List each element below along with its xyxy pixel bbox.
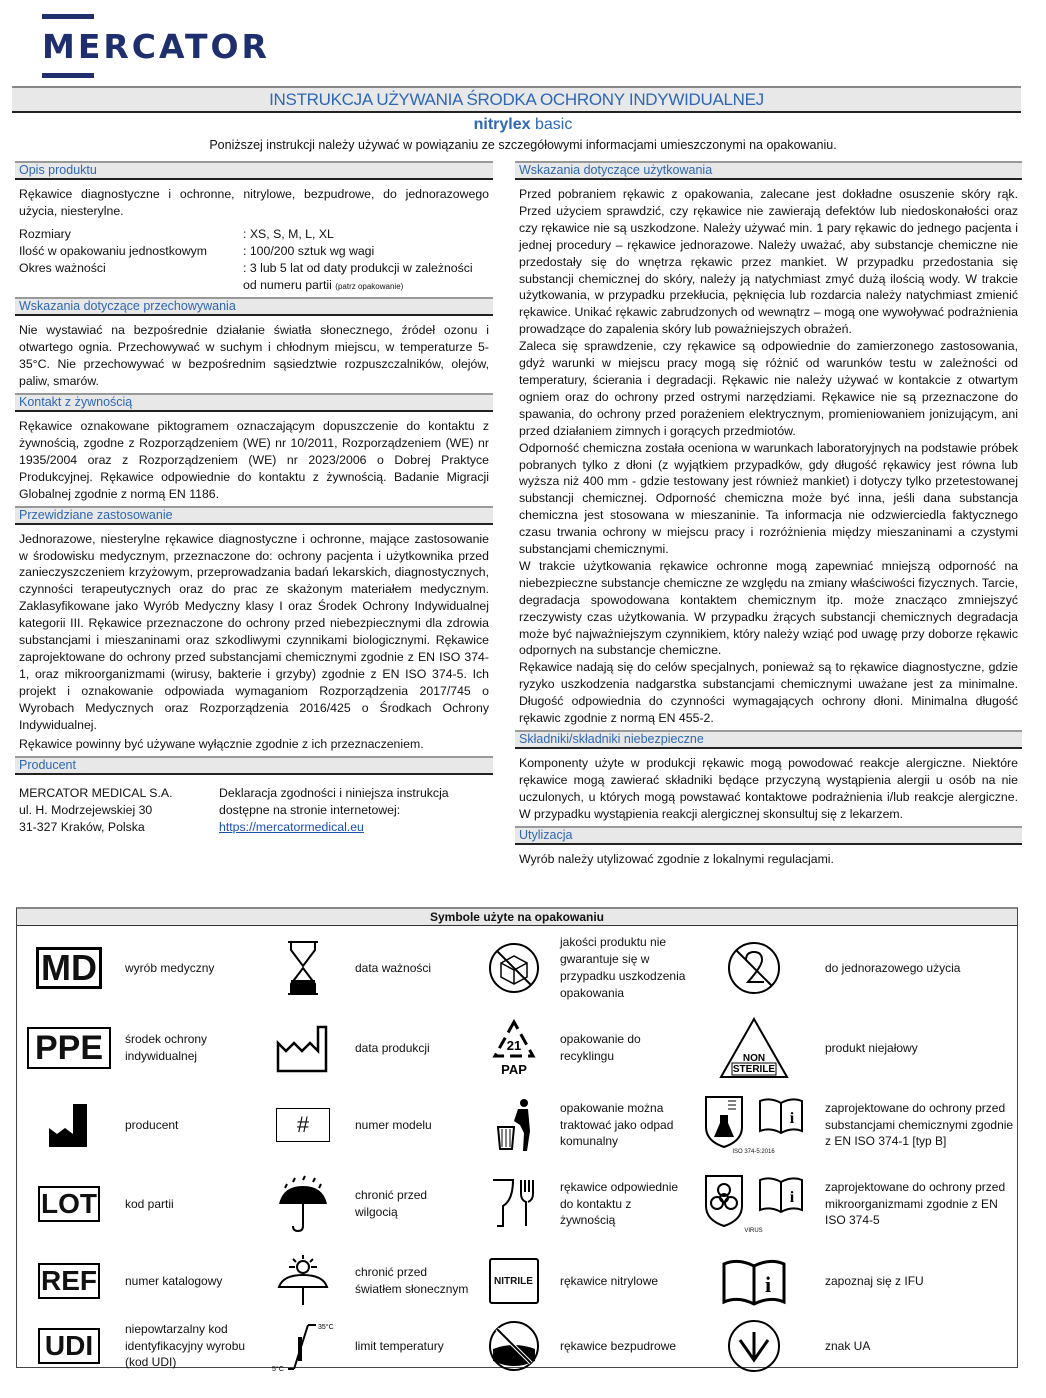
symbol-label: produkt niejałowy [825,1040,918,1055]
umbrella-icon [255,1164,351,1244]
symbol-label: do jednorazowego użycia [825,960,961,975]
symbol-label: zaprojektowane do ochrony przed substancjami chemicznymi zgodnie z EN ISO 374-1 [typ B] [825,1100,1014,1149]
symbol-label: chronić przed wilgocią [355,1188,428,1219]
usage-paragraph: Odporność chemiczna została oceniona w warunkach laboratoryjnych na podstawie próbek pobranych tylko z dłoni (z wyjątkiem przypadków, gdy długość rękawicy jest równa lub wyższa niż 400 mm - gdzie testowany jest również mankiet) i dotyczy tylko przetestowanej substancji chemicznej. Odporność chemiczna może być inna, jeśli dana substancja chemiczna jest stosowana w mieszaninie. Ta informacja nie odzwierciedla faktycznego czasu trwania ochrony w miejscu pracy i rozróżnienia między mieszaninami a czystymi substancjami chemicznymi. [519,440,1018,557]
symbol-label: wyrób medyczny [125,960,215,975]
nitrile-icon: NITRILE [489,1258,539,1304]
symbol-label: opakowanie do recyklingu [560,1032,641,1063]
section-heading-skladniki: Składniki/składniki niebezpieczne [515,730,1022,749]
ppe-box-icon: PPE [27,1027,111,1069]
intended-use-text: Jednorazowe, niesterylne rękawice diagnostyczne i ochronne, mające zastosowanie w środowisku medycznym, przeznaczone do: ochrony pacjenta i użytkownika przed zanieczyszczeniem krzyżowym, przeprowadzania badań lekarskich, diagnostycznych, czynności terapeutycznych oraz do prac ze skażonym materiałem medycznym. Zaklasyfikowane jako Wyrób Medyczny klasy I oraz Środek Ochrony Indywidualnej kategorii III. Rękawice przeznaczone do ochrony przed niebezpiecznymi dla zdrowia substancjami i mieszaninami oraz szkodliwymi czynnikami biologicznymi. Rękawice zaprojektowane do ochrony przed substancjami chemicznymi zgodnie z EN ISO 374-1, oraz mikroorganizmami (wirusy, bakterie i grzyby) zgodnie z EN ISO 374-5. Ich projekt i oznakowanie odpowiada wymaganiom Rozporządzenia 2017/745 o Wyrobach Medycznych oraz Rozporządzenia 2016/425 o Środkach Ochrony Indywidualnej. [19,531,489,732]
svg-text:PAP: PAP [500,1062,527,1077]
ifu-icon [686,1244,821,1318]
product-name: nitrylex basic [473,116,573,133]
symbol-label: jakości produktu nie gwarantuje się w przypadku uszkodzenia opakowania [560,935,686,1000]
recycling-pap-icon [471,1010,556,1086]
instruction-note: Poniższej instrukcji należy używać w powiązaniu ze szczegółowymi informacjami umieszczonymi na opakowaniu. [209,138,837,152]
symbol-label: zapoznaj się z IFU [825,1273,924,1288]
disposal-text: Wyrób należy utylizować zgodnie z lokalnymi regulacjami. [519,851,834,866]
spec-row: Ilość w opakowaniu jednostkowym : 100/200 sztuk wg wagi [19,243,375,258]
section-heading-uzytkowanie: Wskazania dotyczące użytkowania [515,161,1022,180]
damaged-package-icon [471,926,556,1010]
powder-free-icon [471,1318,556,1374]
section-heading-przechowywanie: Wskazania dotyczące przechowywania [15,297,493,316]
manufacturer-icon [17,1086,121,1164]
symbol-label: zaprojektowane do ochrony przed mikroorganizmami zgodnie z EN ISO 374-5 [825,1179,1006,1228]
section-heading-kontakt: Kontakt z żywnością [15,393,493,412]
model-number-icon: # [276,1108,330,1142]
symbol-label: numer modelu [355,1117,432,1132]
symbol-label: znak UA [825,1338,871,1353]
storage-text: Nie wystawiać na bezpośrednie działanie światła słonecznego, źródeł ozonu i otwartego ognia. Przechowywać w suchym i chłodnym miejscu, w temperaturze 5-35°C. Nie przechowywać w bezpośrednim sąsiedztwie rozpuszczalników, olejów, paliw, smarów. [19,323,489,389]
svg-text:STERILE: STERILE [732,1064,775,1075]
usage-paragraph: Zaleca się sprawdzenie, czy rękawice są odpowiednie do zamierzonego zastosowania, gdyż warunki w miejscu pracy mogą się różnić od warunków testu w zależności od temperatury, ścierania i degradacji. Rękawic nie należy używać w kontakcie z otwartym ogniem oraz do ochrony przed ostrymi narzędziami. Rękawice nie są przeznaczone do spawania, do ochrony przed porażeniem elektrycznym, promieniowaniem jonizującym, ani przed działaniem zimnych i gorących przedmiotów. [519,339,1018,438]
biohazard-icon: i VIRUS [686,1164,821,1244]
product-description: Rękawice diagnostyczne i ochronne, nitrylowe, bezpudrowe, do jednorazowego użycia, niesterylne. [19,187,489,218]
svg-text:i: i [789,1189,794,1206]
svg-text:i: i [764,1272,771,1297]
symbol-label: data ważności [355,960,432,975]
section-heading-utylizacja: Utylizacja [515,826,1022,845]
temperature-limit-icon [255,1318,351,1374]
symbol-label: numer katalogowy [125,1273,223,1288]
mercator-logo: MERCATOR [42,14,262,78]
usage-paragraph: W trakcie użytkowania rękawice ochronne mogą zapewniać mniejszą odporność na niebezpieczne substancje chemiczne ze względu na zmiany właściwości fizycznych. Tarcie, degradacja spowodowana kontaktem chemicznym itp. może znacząco zmniejszyć rzeczywisty czas użytkowania. W przypadku żrących substancji chemicznych degradacja może być najważniejszym czynnikiem, który należy wziąć pod uwagę przy doborze rękawic odpornych na substancje chemiczne. [519,558,1018,658]
symbol-label: środek ochrony indywidualnej [125,1032,208,1063]
symbol-label: kod partii [125,1196,174,1211]
non-sterile-icon [686,1010,821,1086]
ref-box-icon: REF [38,1263,100,1299]
symbols-heading: Symbole użyte na opakowaniu [17,909,1017,926]
single-use-icon [686,926,821,1010]
symbol-label: rękawice bezpudrowe [560,1338,677,1353]
producer-info: MERCATOR MEDICAL S.A. ul. H. Modrzejewskiej 30 31-327 Kraków, Polska Deklaracja zgodności i niniejsza instrukcja dostępne na stronie internetowej: https://mercatormedical.eu [19,786,449,835]
food-contact-text: Rękawice oznakowane piktogramem oznaczającym dopuszczenie do kontaktu z żywnością, zgodne z Rozporządzeniem (WE) nr 10/2011, Rozporządzeniem (WE) nr 1935/2004 oraz z Rozporządzeniem (WE) nr 2023/2006 o Dobrej Praktyce Produkcyjnej. Rękawice odpowiednie do kontaktu z żywnością. Badanie Migracji Globalnej zgodnie z normą EN 1186. [19,419,489,501]
symbol-label: chronić przed światłem słonecznym [355,1265,469,1296]
usage-paragraph: Przed pobraniem rękawic z opakowania, zalecane jest dokładne osuszenie skóry rąk. Przed użyciem sprawdzić, czy rękawice nie zawierają defektów lub niedoskonałości oraz czy rękawice nie są uszkodzone. Należy używać min. 1 pary rękawic do jednego pacjenta i jednej procedury – rękawice jednorazowe. Należy uważać, aby substancje chemiczne nie przedostały się do wnętrza rękawic przez mankiet. W przypadku przedostania się substancji chemicznej do skóry, należy ją natychmiast zmyć dużą ilością wody. W trakcie użytkowania, w przypadku przekłucia, pęknięcia lub rozdarcia należy natychmiast zmienić rękawice. Unikać rękawic zabrudzonych od wewnątrz – mogą one wywoływać podrażnienia prowadzące do zapalenia skóry lub poważniejszych obrażeń. [519,187,1018,337]
manufacture-date-icon [255,1010,351,1086]
spec-row: Rozmiary : XS, S, M, L, XL [19,226,334,241]
svg-text:NON: NON [742,1053,765,1064]
symbol-label: niepowtarzalny kod identyfikacyjny wyrobu (kod UDI) [125,1321,246,1370]
symbol-label: rękawice odpowiednie do kontaktu z żywnością [560,1179,679,1228]
svg-text:21: 21 [506,1038,521,1053]
chemical-protection-icon: i ISO 374-5:2016 [686,1086,821,1164]
ua-mark-icon [686,1318,821,1374]
usage-paragraph: Rękawice nadają się do celów specjalnych, ponieważ są to rękawice diagnostyczne, gdzie ryzyko uszkodzenia nadgarstka substancjami chemicznymi uważane jest za minimalne. Długość odpowiednia do czynności wymagających ochrony dłoni. Minimalna długość rękawic zgodnie z normą EN 455-2. [519,660,1018,726]
symbol-label: rękawice nitrylowe [560,1273,659,1288]
lot-box-icon: LOT [38,1186,100,1222]
website-link[interactable]: https://mercatormedical.eu [219,820,364,835]
spec-row: Okres ważności : 3 lub 5 lat od daty produkcji w zależności od numeru partii (patrz opakowanie) [19,260,473,292]
section-heading-opis: Opis produktu [15,161,493,180]
ingredients-text: Komponenty użyte w produkcji rękawic mogą powodować reakcje alergiczne. Niektóre rękawice mogą zawierać składniki będące przyczyną wystąpienia alergii u osób na nie uczulonych, u których mogą powstawać kontaktowe podrażnienia i/lub reakcje alergiczne. W przypadku wystąpienia reakcji alergicznej skonsultuj się z lekarzem. [519,756,1018,821]
section-heading-producent: Producent [15,756,493,775]
svg-text:i: i [789,1110,794,1127]
symbol-label: limit temperatury [355,1338,444,1353]
svg-text:5°C: 5°C [272,1366,284,1373]
hourglass-icon [255,926,351,1010]
symbols-table [16,907,1018,1373]
document-title: INSTRUKCJA UŻYWANIA ŚRODKA OCHRONY INDYWIDUALNEJ [12,86,1021,113]
food-contact-icon [471,1164,556,1244]
intended-use-text-2: Rękawice powinny być używane wyłącznie zgodnie z ich przeznaczeniem. [19,737,424,752]
symbol-label: data produkcji [355,1040,430,1055]
left-column [15,161,493,836]
md-box-icon: MD [36,947,102,989]
waste-bin-icon [471,1086,556,1164]
section-heading-zastosowanie: Przewidziane zastosowanie [15,506,493,525]
symbol-label: opakowanie można traktować jako odpad komunalny [560,1100,674,1149]
right-column [515,161,1022,871]
sunlight-icon [255,1244,351,1318]
symbol-label: producent [125,1117,179,1132]
svg-text:35°C: 35°C [318,1324,334,1331]
udi-box-icon: UDI [38,1328,100,1364]
